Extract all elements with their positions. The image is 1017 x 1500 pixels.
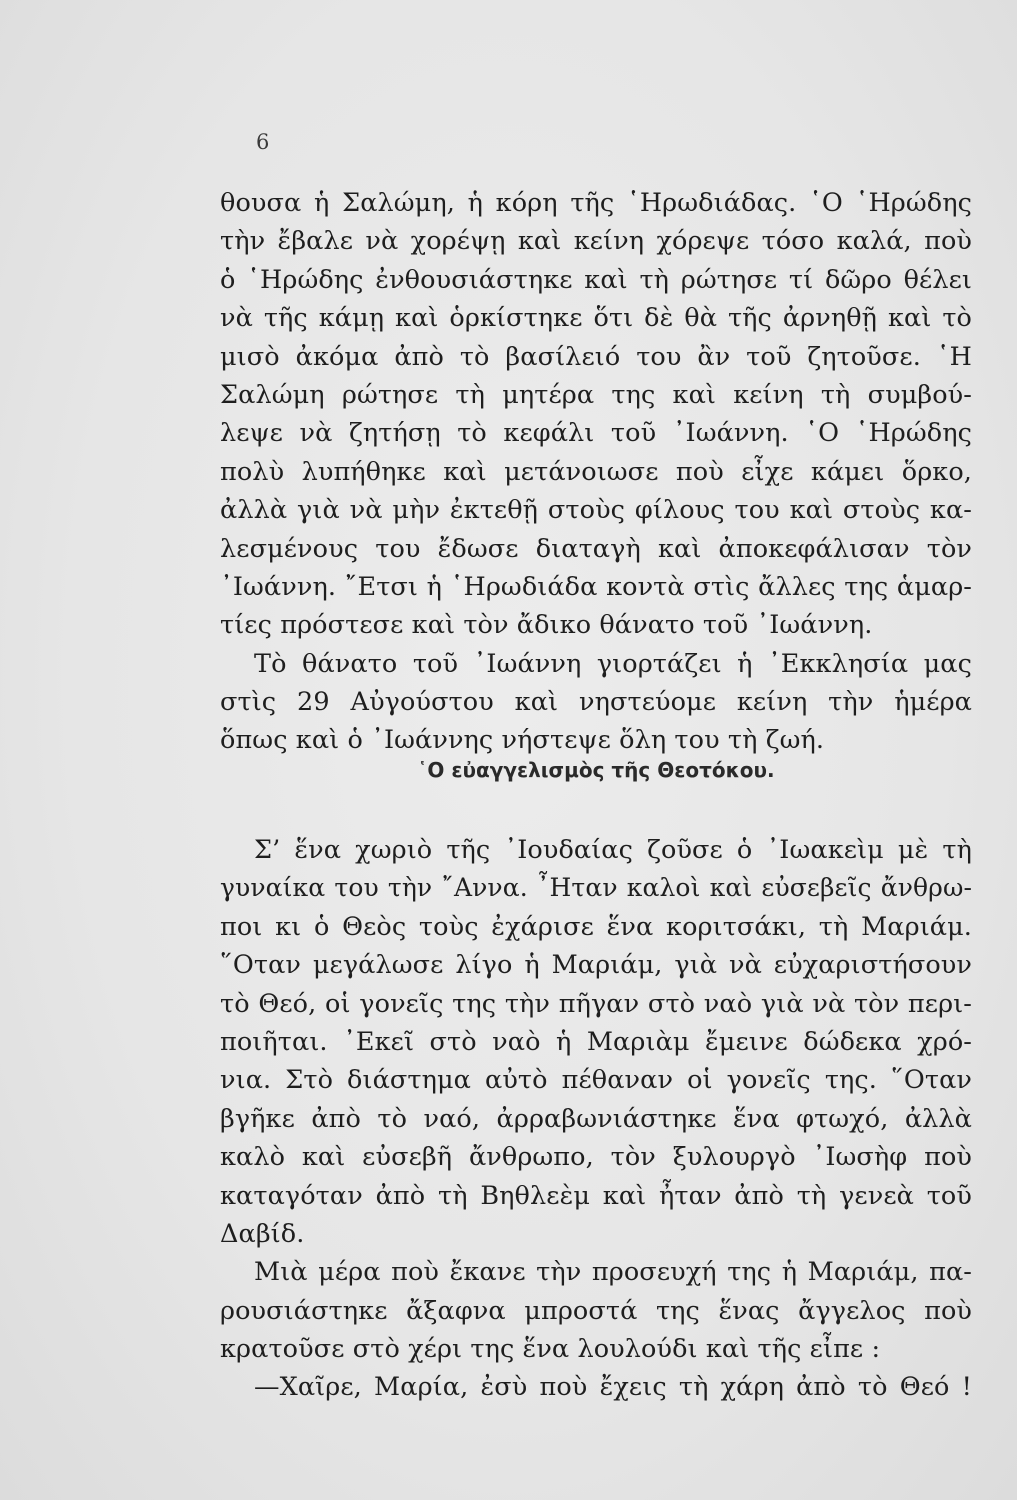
- section-2-text: [220, 831, 972, 1407]
- text-line: βγῆκε ἀπὸ τὸ ναό, ἀρραβωνιάστηκε ἕνα φτωχό, ἀλλὰ: [220, 1103, 972, 1134]
- text-line: ὅπως καὶ ὁ ᾿Ιωάννης νήστεψε ὅλη του τὴ ζωή.: [220, 725, 825, 756]
- text-line: μισὸ ἀκόμα ἀπὸ τὸ βασίλειό του ἂν τοῦ ζητοῦσε. ῾Η: [220, 341, 972, 372]
- text-line: νια. Στὸ διάστημα αὐτὸ πέθαναν οἱ γονεῖς της. ῞Οταν: [220, 1065, 972, 1096]
- text-line: ποι κι ὁ Θεὸς τοὺς ἐχάρισε ἕνα κοριτσάκι, τὴ Μαριάμ.: [220, 911, 972, 942]
- text-line: Τὸ θάνατο τοῦ ᾿Ιωάννη γιορτάζει ἡ ᾿Εκκλησία μας: [254, 648, 972, 679]
- text-line: τίες πρόστεσε καὶ τὸν ἄδικο θάνατο τοῦ ᾿Ιωάννη.: [220, 610, 873, 641]
- section-heading: ῾Ο εὐαγγελισμὸς τῆς Θεοτόκου.: [417, 758, 775, 782]
- text-line: —Χαῖρε, Μαρία, ἐσὺ ποὺ ἔχεις τὴ χάρη ἀπὸ τὸ Θεό !: [254, 1372, 972, 1403]
- text-line: λεψε νὰ ζητήσῃ τὸ κεφάλι τοῦ ᾿Ιωάννη. ῾Ο ῾Ηρώδης: [220, 418, 972, 449]
- page-number: 6: [256, 130, 270, 154]
- text-line: στὶς 29 Αὐγούστου καὶ νηστεύομε κείνη τὴν ἡμέρα: [220, 687, 972, 718]
- text-line: ἀλλὰ γιὰ νὰ μὴν ἐκτεθῇ στοὺς φίλους του καὶ στοὺς κα-: [220, 495, 972, 526]
- text-line: ὁ ῾Ηρώδης ἐνθουσιάστηκε καὶ τὴ ρώτησε τί δῶρο θέλει: [220, 264, 972, 295]
- text-line: Σαλώμη ρώτησε τὴ μητέρα της καὶ κείνη τὴ συμβού-: [220, 379, 972, 410]
- text-line: Μιὰ μέρα ποὺ ἔκανε τὴν προσευχή της ἡ Μαριάμ, πα-: [254, 1257, 972, 1288]
- text-line: γυναίκα του τὴν ῎Αννα. ῏Ηταν καλοὶ καὶ εὐσεβεῖς ἄνθρω-: [220, 873, 972, 903]
- text-line: ποιῆται. ᾿Εκεῖ στὸ ναὸ ἡ Μαριὰμ ἔμεινε δώδεκα χρό-: [220, 1026, 972, 1057]
- text-line: νὰ τῆς κάμῃ καὶ ὁρκίστηκε ὅτι δὲ θὰ τῆς ἀρνηθῇ καὶ τὸ: [220, 303, 972, 334]
- text-line: ῞Οταν μεγάλωσε λίγο ἡ Μαριάμ, γιὰ νὰ εὐχαριστήσουν: [220, 950, 972, 981]
- text-line: Δαβίδ.: [220, 1218, 305, 1249]
- text-line: ᾿Ιωάννη. ῎Ετσι ἡ ῾Ηρωδιάδα κοντὰ στὶς ἄλλες της ἁμαρ-: [220, 571, 972, 602]
- text-line: λεσμένους του ἔδωσε διαταγὴ καὶ ἀποκεφάλισαν τὸν: [220, 533, 972, 564]
- text-line: Σ’ ἕνα χωριὸ τῆς ᾿Ιουδαίας ζοῦσε ὁ ᾿Ιωακεὶμ μὲ τὴ: [254, 835, 972, 865]
- text-line: καλὸ καὶ εὐσεβῆ ἄνθρωπο, τὸν ξυλουργὸ ᾿Ιωσὴφ ποὺ: [220, 1142, 972, 1173]
- text-line: τὴν ἔβαλε νὰ χορέψῃ καὶ κείνη χόρεψε τόσο καλά, ποὺ: [220, 226, 972, 257]
- text-line: καταγόταν ἀπὸ τὴ Βηθλεὲμ καὶ ἦταν ἀπὸ τὴ γενεὰ τοῦ: [220, 1180, 972, 1211]
- text-line: θουσα ἡ Σαλώμη, ἡ κόρη τῆς ῾Ηρωδιάδας. ῾Ο ῾Ηρώδης: [220, 188, 972, 218]
- text-line: τὸ Θεό, οἱ γονεῖς της τὴν πῆγαν στὸ ναὸ γιὰ νὰ τὸν περι-: [220, 988, 972, 1019]
- text-line: κρατοῦσε στὸ χέρι της ἕνα λουλούδι καὶ τῆς εἶπε :: [220, 1334, 881, 1365]
- text-line: πολὺ λυπήθηκε καὶ μετάνοιωσε ποὺ εἶχε κάμει ὅρκο,: [220, 456, 972, 487]
- text-line: ρουσιάστηκε ἄξαφνα μπροστά της ἕνας ἄγγελος ποὺ: [220, 1295, 972, 1326]
- section-1-text: [220, 184, 972, 760]
